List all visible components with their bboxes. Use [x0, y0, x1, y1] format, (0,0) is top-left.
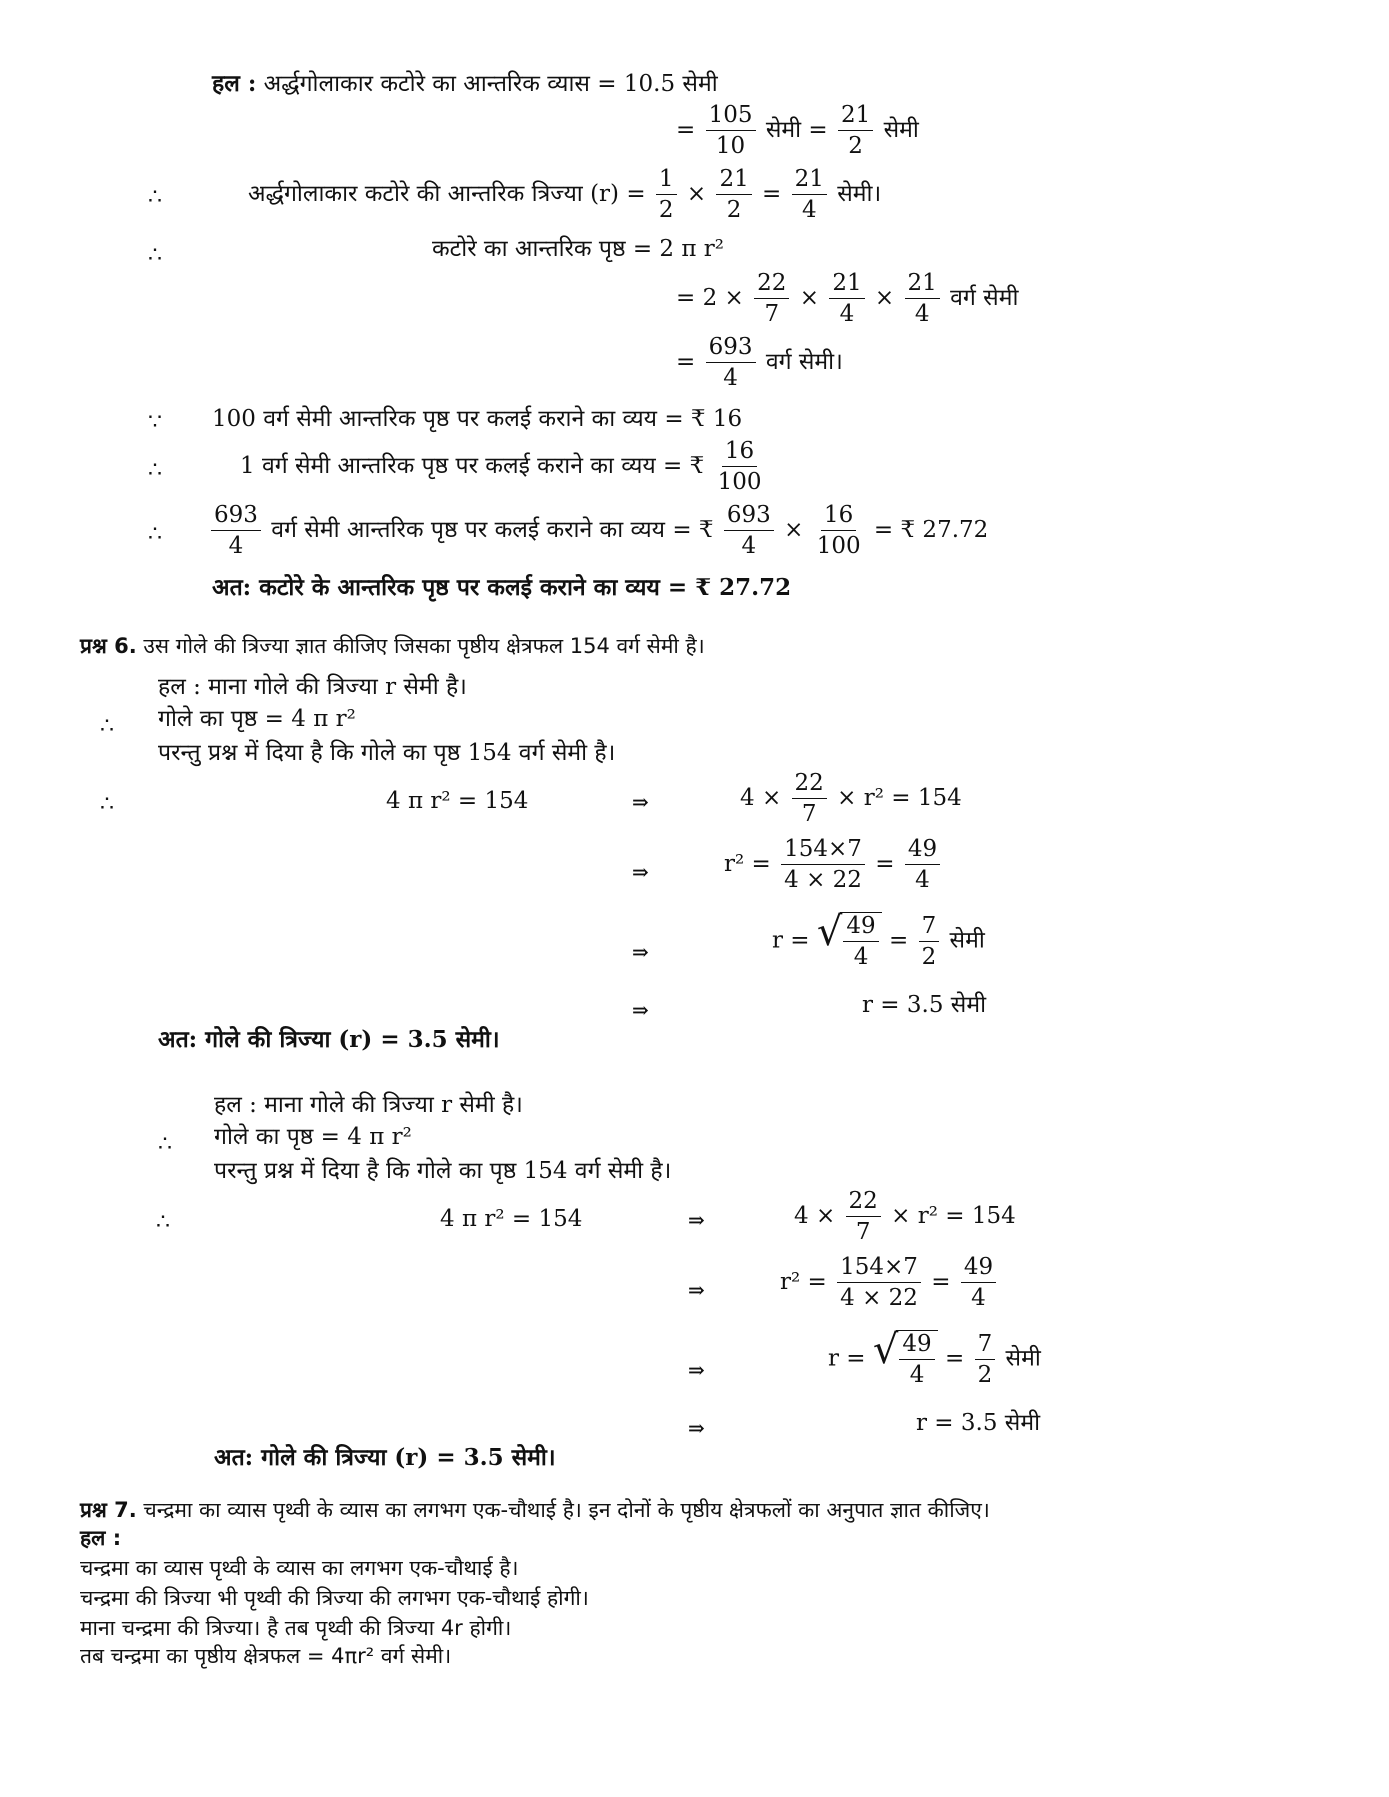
sol5-line6: = $\frac{693}{4}$ वर्ग सेमी।	[676, 334, 843, 392]
fraction: $\frac{16}{100}$	[717, 438, 762, 496]
sol6a-line1: हल : माना गोले की त्रिज्या r सेमी है।	[158, 674, 467, 700]
sol6a-step4: r = 3.5 सेमी	[862, 992, 987, 1018]
sol5-line4: कटोरे का आन्तरिक पृष्ठ = 2 π r²	[432, 236, 724, 262]
implies-arrow: ⇒	[632, 998, 649, 1022]
sol6b-step4: r = 3.5 सेमी	[916, 1410, 1041, 1436]
implies-arrow: ⇒	[688, 1416, 705, 1440]
fraction: $\frac{16}{100}$	[816, 502, 861, 560]
fraction: $\frac{49}{4}$	[961, 1254, 996, 1312]
sol6b-answer: अत: गोले की त्रिज्या (r) = 3.5 सेमी।	[214, 1444, 556, 1471]
therefore-symbol: ∴	[148, 458, 162, 483]
sol5-line7: 100 वर्ग सेमी आन्तरिक पृष्ठ पर कलई कराने का व्यय = ₹ 16	[212, 406, 743, 432]
square-root: √ $\frac{49}{4}$	[873, 1330, 938, 1389]
implies-arrow: ⇒	[632, 940, 649, 964]
implies-arrow: ⇒	[688, 1208, 705, 1232]
sol6b-step1: 4 × $\frac{22}{7}$ × r² = 154	[794, 1188, 1016, 1246]
fraction: $\frac{22}{7}$	[846, 1188, 881, 1246]
sol6b-step3: r = √ $\frac{49}{4}$ = $\frac{7}{2}$ सेमी	[828, 1327, 1041, 1389]
therefore-symbol: ∴	[148, 243, 162, 268]
fraction: $\frac{1}{2}$	[656, 166, 677, 224]
sol5-line5: = 2 × $\frac{22}{7}$ × $\frac{21}{4}$ × $\frac{21}{4}$ वर्ग सेमी	[676, 270, 1019, 328]
square-root: √ $\frac{49}{4}$	[817, 912, 882, 971]
sol6b-line2: गोले का पृष्ठ = 4 π r²	[214, 1124, 412, 1150]
sol6a-step3: r = √ $\frac{49}{4}$ = $\frac{7}{2}$ सेमी	[772, 909, 985, 971]
sol6b-line1: हल : माना गोले की त्रिज्या r सेमी है।	[214, 1092, 523, 1118]
fraction: $\frac{49}{4}$	[899, 1331, 934, 1389]
fraction: $\frac{22}{7}$	[754, 270, 789, 328]
fraction: $\frac{22}{7}$	[792, 770, 827, 828]
because-symbol: ∵	[148, 410, 162, 435]
fraction: $\frac{7}{2}$	[975, 1331, 996, 1389]
fraction: $\frac{21}{4}$	[792, 166, 827, 224]
fraction: $\frac{21}{4}$	[829, 270, 864, 328]
sol5-line9: $\frac{693}{4}$ वर्ग सेमी आन्तरिक पृष्ठ पर कलई कराने का व्यय = ₹ $\frac{693}{4}$ × $\frac{16}{100}$ = ₹ 27.72	[208, 502, 988, 560]
sol6a-line3: परन्तु प्रश्न में दिया है कि गोले का पृष्ठ 154 वर्ग सेमी है।	[158, 740, 616, 766]
sol7-para3: माना चन्द्रमा की त्रिज्या। है तब पृथ्वी की त्रिज्या 4r होगी।	[80, 1616, 512, 1640]
therefore-symbol: ∴	[148, 522, 162, 547]
implies-arrow: ⇒	[632, 860, 649, 884]
implies-arrow: ⇒	[688, 1278, 705, 1302]
sol5-answer: अत: कटोरे के आन्तरिक पृष्ठ पर कलई कराने का व्यय = ₹ 27.72	[212, 574, 792, 601]
fraction: $\frac{154\times 7}{4 \times 22}$	[781, 836, 865, 894]
sol5-line8: 1 वर्ग सेमी आन्तरिक पृष्ठ पर कलई कराने का व्यय = ₹ $\frac{16}{100}$	[240, 438, 768, 496]
question-6: प्रश्न 6. उस गोले की त्रिज्या ज्ञात कीजिए जिसका पृष्ठीय क्षेत्रफल 154 वर्ग सेमी है।	[80, 634, 705, 658]
sol6b-step2: r² = $\frac{154\times 7}{4 \times 22}$ = $\frac{49}{4}$	[780, 1254, 999, 1312]
sol7-para2: चन्द्रमा की त्रिज्या भी पृथ्वी की त्रिज्या की लगभग एक-चौथाई होगी।	[80, 1586, 589, 1610]
sol6a-eq1: 4 π r² = 154	[386, 788, 529, 814]
sol6a-step2: r² = $\frac{154\times 7}{4 \times 22}$ = $\frac{49}{4}$	[724, 836, 943, 894]
sol6b-eq1: 4 π r² = 154	[440, 1206, 583, 1232]
fraction: $\frac{693}{4}$	[724, 502, 774, 560]
therefore-symbol: ∴	[156, 1210, 170, 1235]
sol6a-answer: अत: गोले की त्रिज्या (r) = 3.5 सेमी।	[158, 1026, 500, 1053]
sol5-line2: = $\frac{105}{10}$ सेमी = $\frac{21}{2}$ सेमी	[676, 102, 919, 160]
fraction: $\frac{21}{2}$	[838, 102, 873, 160]
question-7: प्रश्न 7. चन्द्रमा का व्यास पृथ्वी के व्यास का लगभग एक-चौथाई है। इन दोनों के पृष्ठीय क्षेत्रफलों का अनुपात ज्ञात कीजिए।	[80, 1498, 990, 1522]
implies-arrow: ⇒	[688, 1358, 705, 1382]
therefore-symbol: ∴	[148, 185, 162, 210]
sol6a-step1: 4 × $\frac{22}{7}$ × r² = 154	[740, 770, 962, 828]
fraction: $\frac{105}{10}$	[706, 102, 756, 160]
sol7-para1: चन्द्रमा का व्यास पृथ्वी के व्यास का लगभग एक-चौथाई है।	[80, 1556, 519, 1580]
fraction: $\frac{49}{4}$	[843, 913, 878, 971]
sol6b-line3: परन्तु प्रश्न में दिया है कि गोले का पृष्ठ 154 वर्ग सेमी है।	[214, 1158, 672, 1184]
fraction: $\frac{693}{4}$	[211, 502, 261, 560]
therefore-symbol: ∴	[100, 714, 114, 739]
therefore-symbol: ∴	[158, 1132, 172, 1157]
fraction: $\frac{693}{4}$	[706, 334, 756, 392]
fraction: $\frac{154\times 7}{4 \times 22}$	[837, 1254, 921, 1312]
sol7-para4: तब चन्द्रमा का पृष्ठीय क्षेत्रफल = 4πr² वर्ग सेमी।	[80, 1644, 452, 1668]
sol5-line1: हल : अर्द्धगोलाकार कटोरे का आन्तरिक व्यास = 10.5 सेमी	[212, 70, 718, 97]
sol6a-line2: गोले का पृष्ठ = 4 π r²	[158, 706, 356, 732]
fraction: $\frac{7}{2}$	[919, 913, 940, 971]
sol5-line3: अर्द्धगोलाकार कटोरे की आन्तरिक त्रिज्या (r) = $\frac{1}{2}$ × $\frac{21}{2}$ = $\frac{21}{4}$ सेमी।	[248, 166, 882, 224]
fraction: $\frac{21}{4}$	[905, 270, 940, 328]
sol7-label: हल :	[80, 1526, 122, 1550]
fraction: $\frac{21}{2}$	[716, 166, 751, 224]
implies-arrow: ⇒	[632, 790, 649, 814]
fraction: $\frac{49}{4}$	[905, 836, 940, 894]
therefore-symbol: ∴	[100, 792, 114, 817]
